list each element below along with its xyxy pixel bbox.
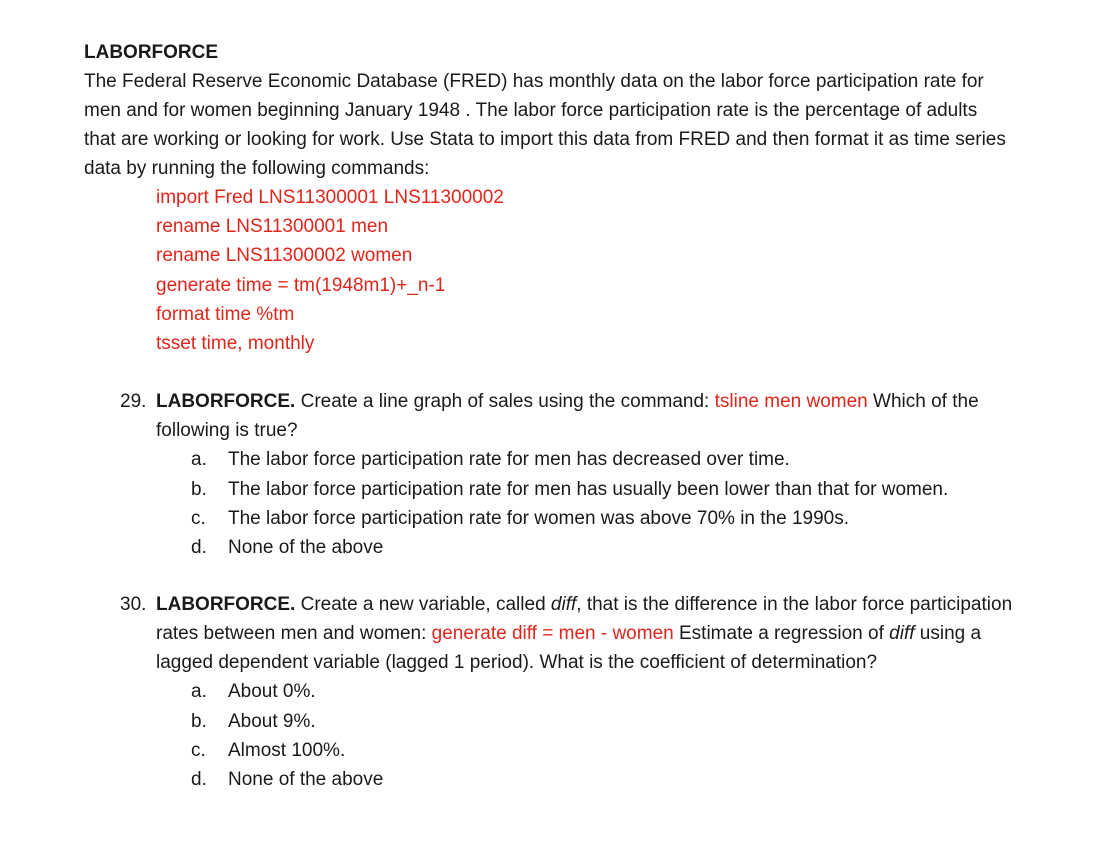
stata-command: generate diff = men - women	[431, 623, 674, 645]
answer-option-c[interactable]	[191, 504, 1094, 533]
option-letter: c.	[191, 507, 206, 529]
stata-command: tsline men women	[714, 391, 868, 413]
document-page	[84, 38, 1094, 795]
question-number: 30.	[120, 594, 147, 616]
question-text: , that is the difference in the labor force participation rates between men and women:	[156, 594, 1013, 645]
section-title: LABORFORCE	[84, 42, 219, 63]
option-letter: a.	[191, 449, 207, 471]
question-29	[84, 387, 1026, 445]
answer-options	[191, 445, 1094, 562]
answer-option-a[interactable]	[191, 677, 1094, 706]
section-intro: The Federal Reserve Economic Database (FRED) has monthly data on the labor force participation rate for men and for women beginning January 1948 . The labor force participation rate is the percentage of adults that are working or looking for work. Use Stata to import this data from FRED and then format it as time series data by running the following commands:	[84, 71, 1006, 179]
option-text: About 0%.	[228, 681, 316, 703]
command-line: tsset time, monthly	[156, 333, 315, 355]
option-text: The labor force participation rate for men has usually been lower than that for women.	[228, 478, 949, 500]
variable-name: diff	[550, 594, 577, 616]
answer-option-d[interactable]	[191, 533, 1094, 562]
command-line: rename LNS11300002 women	[156, 245, 413, 267]
option-letter: a.	[191, 681, 207, 703]
option-letter: b.	[191, 710, 207, 732]
option-letter: c.	[191, 740, 206, 761]
option-text: None of the above	[228, 769, 384, 791]
option-letter: d.	[191, 769, 207, 791]
question-number: 29.	[120, 391, 147, 413]
option-letter: b.	[191, 478, 207, 500]
command-line: import Fred LNS11300001 LNS11300002	[156, 187, 504, 208]
question-label: LABORFORCE.	[156, 594, 296, 616]
question-30	[84, 590, 1026, 677]
question-text: Create a line graph of sales using the command:	[295, 391, 715, 413]
command-line: generate time = tm(1948m1)+_n-1	[156, 274, 446, 296]
question-text: Which of the following is true?	[156, 391, 979, 442]
stata-commands	[156, 183, 1094, 358]
question-text: Create a new variable, called	[295, 594, 551, 616]
answer-option-d[interactable]	[191, 765, 1094, 794]
option-text: The labor force participation rate for men has decreased over time.	[228, 449, 790, 471]
answer-option-b[interactable]	[191, 707, 1094, 736]
variable-name: diff	[889, 623, 915, 645]
answer-option-a[interactable]	[191, 445, 1094, 474]
command-line: format time %tm	[156, 303, 295, 325]
option-text: About 9%.	[228, 710, 316, 732]
option-text: None of the above	[228, 537, 384, 559]
option-text: Almost 100%.	[228, 740, 346, 761]
answer-options	[191, 677, 1094, 794]
option-text: The labor force participation rate for women was above 70% in the 1990s.	[228, 507, 850, 529]
option-letter: d.	[191, 537, 207, 559]
answer-option-b[interactable]	[191, 475, 1094, 504]
answer-option-c[interactable]	[191, 736, 1094, 765]
question-text: using a lagged dependent variable (lagged 1 period). What is the coefficient of determination?	[156, 623, 982, 674]
question-label: LABORFORCE.	[156, 391, 296, 413]
command-line: rename LNS11300001 men	[156, 216, 389, 238]
question-text: Estimate a regression of	[673, 623, 890, 645]
